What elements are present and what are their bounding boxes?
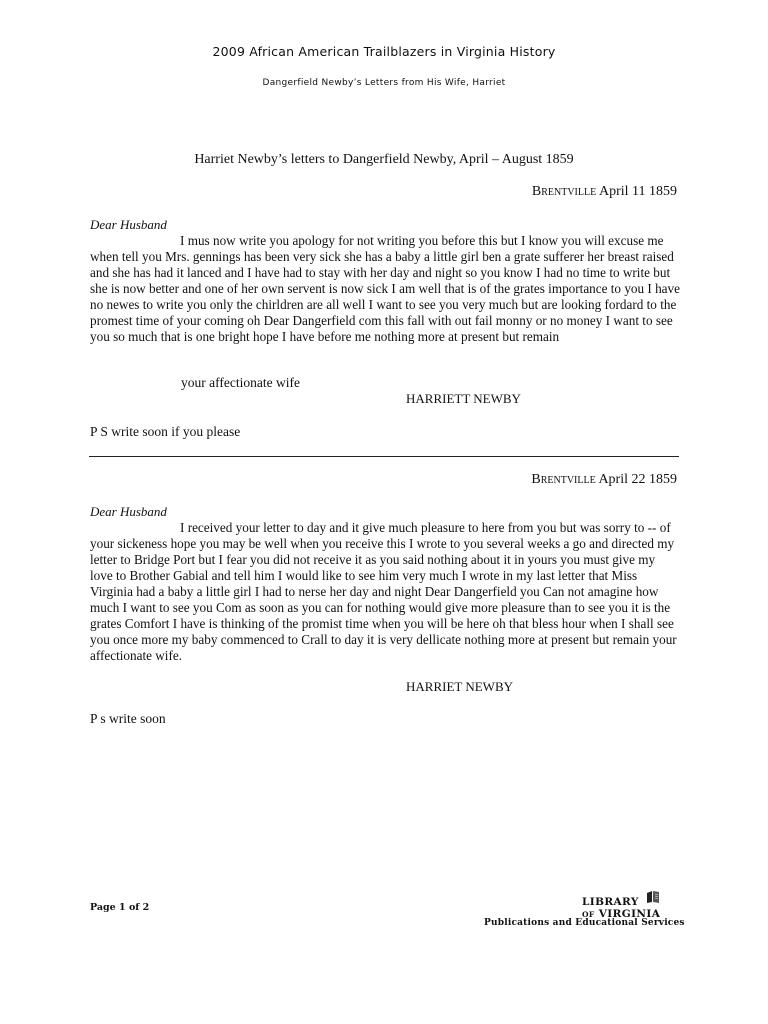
letter2-body: I received your letter to day and it give much pleasure to here from you but was sorry to -- of your sickeness hope you may be well when you receive this I wrote to you several weeks a go and directed my letter to Bridge Port but I fear you did not receive it as you said nothing about it in yours you must give my love to Brother Gabial and tell him I would like to see him very much I wrote in my last letter that Miss Virginia had a baby a little girl I had to nerse her day and night Dear Dangerfield you Can not amagine how much I want to see you Com as soon as you can for nothing would give more pleasure than to see you it is the grates Comfort I have is thinking of the promist time when you will be here oh that bless hour when I shall see you once more my baby commenced to Crall to day it is very dellicate nothing more at present but remain your affectionate wife. xyxy=(90,520,677,663)
logo-virginia: VIRGINIA xyxy=(598,908,661,920)
letter1-dateline xyxy=(380,184,677,200)
logo-line-library: LIBRARY xyxy=(582,896,639,908)
letter1-signature: HARRIETT NEWBY xyxy=(406,391,521,406)
letter2-postscript: P s write soon xyxy=(90,711,166,726)
book-icon xyxy=(646,890,660,904)
page-number: Page 1 of 2 xyxy=(90,902,150,913)
letter1-postscript: P S write soon if you please xyxy=(90,424,241,439)
letter1-salutation: Dear Husband xyxy=(90,217,167,232)
letter2-date: April 22 1859 xyxy=(598,472,677,487)
letter1-date: April 11 1859 xyxy=(598,184,677,199)
letter2-dateline xyxy=(380,472,677,488)
letter2-signature: HARRIET NEWBY xyxy=(406,679,514,694)
library-of-virginia-logo xyxy=(578,888,662,920)
letter1-body: I mus now write you apology for not writing you before this but I know you will excuse me when tell you Mrs. gennings has been very sick she has a baby a little girl ben a grate sufferer her breast raised and she has had it lanced and I have had to stay with her day and night so you know I had no time to write but she is now better and one of her own servent is now sick I am well that is of the grates importance to you I have no newes to write you only the chirldren are all well I want to see you very much but are looking fordard to the promest time of your coming oh Dear Dangerfield com this fall with out fail monny or no money I want to see you so much that is one bright hope I have before me nothing more at present but remain xyxy=(90,233,680,344)
letter1-closing: your affectionate wife xyxy=(181,375,300,390)
letter-divider xyxy=(89,456,679,457)
page-header-title: 2009 African American Trailblazers in Virginia History xyxy=(212,44,556,59)
letter2-place: Brentville xyxy=(531,472,596,487)
logo-of: OF xyxy=(582,910,595,919)
page-header-subtitle: Dangerfield Newby’s Letters from His Wife, Harriet xyxy=(262,78,506,88)
letter2-salutation: Dear Husband xyxy=(90,504,167,519)
letter1-place: Brentville xyxy=(531,184,597,199)
document-heading: Harriet Newby’s letters to Dangerfield Newby, April – August 1859 xyxy=(194,152,574,167)
publisher-line: Publications and Educational Services xyxy=(484,918,685,928)
